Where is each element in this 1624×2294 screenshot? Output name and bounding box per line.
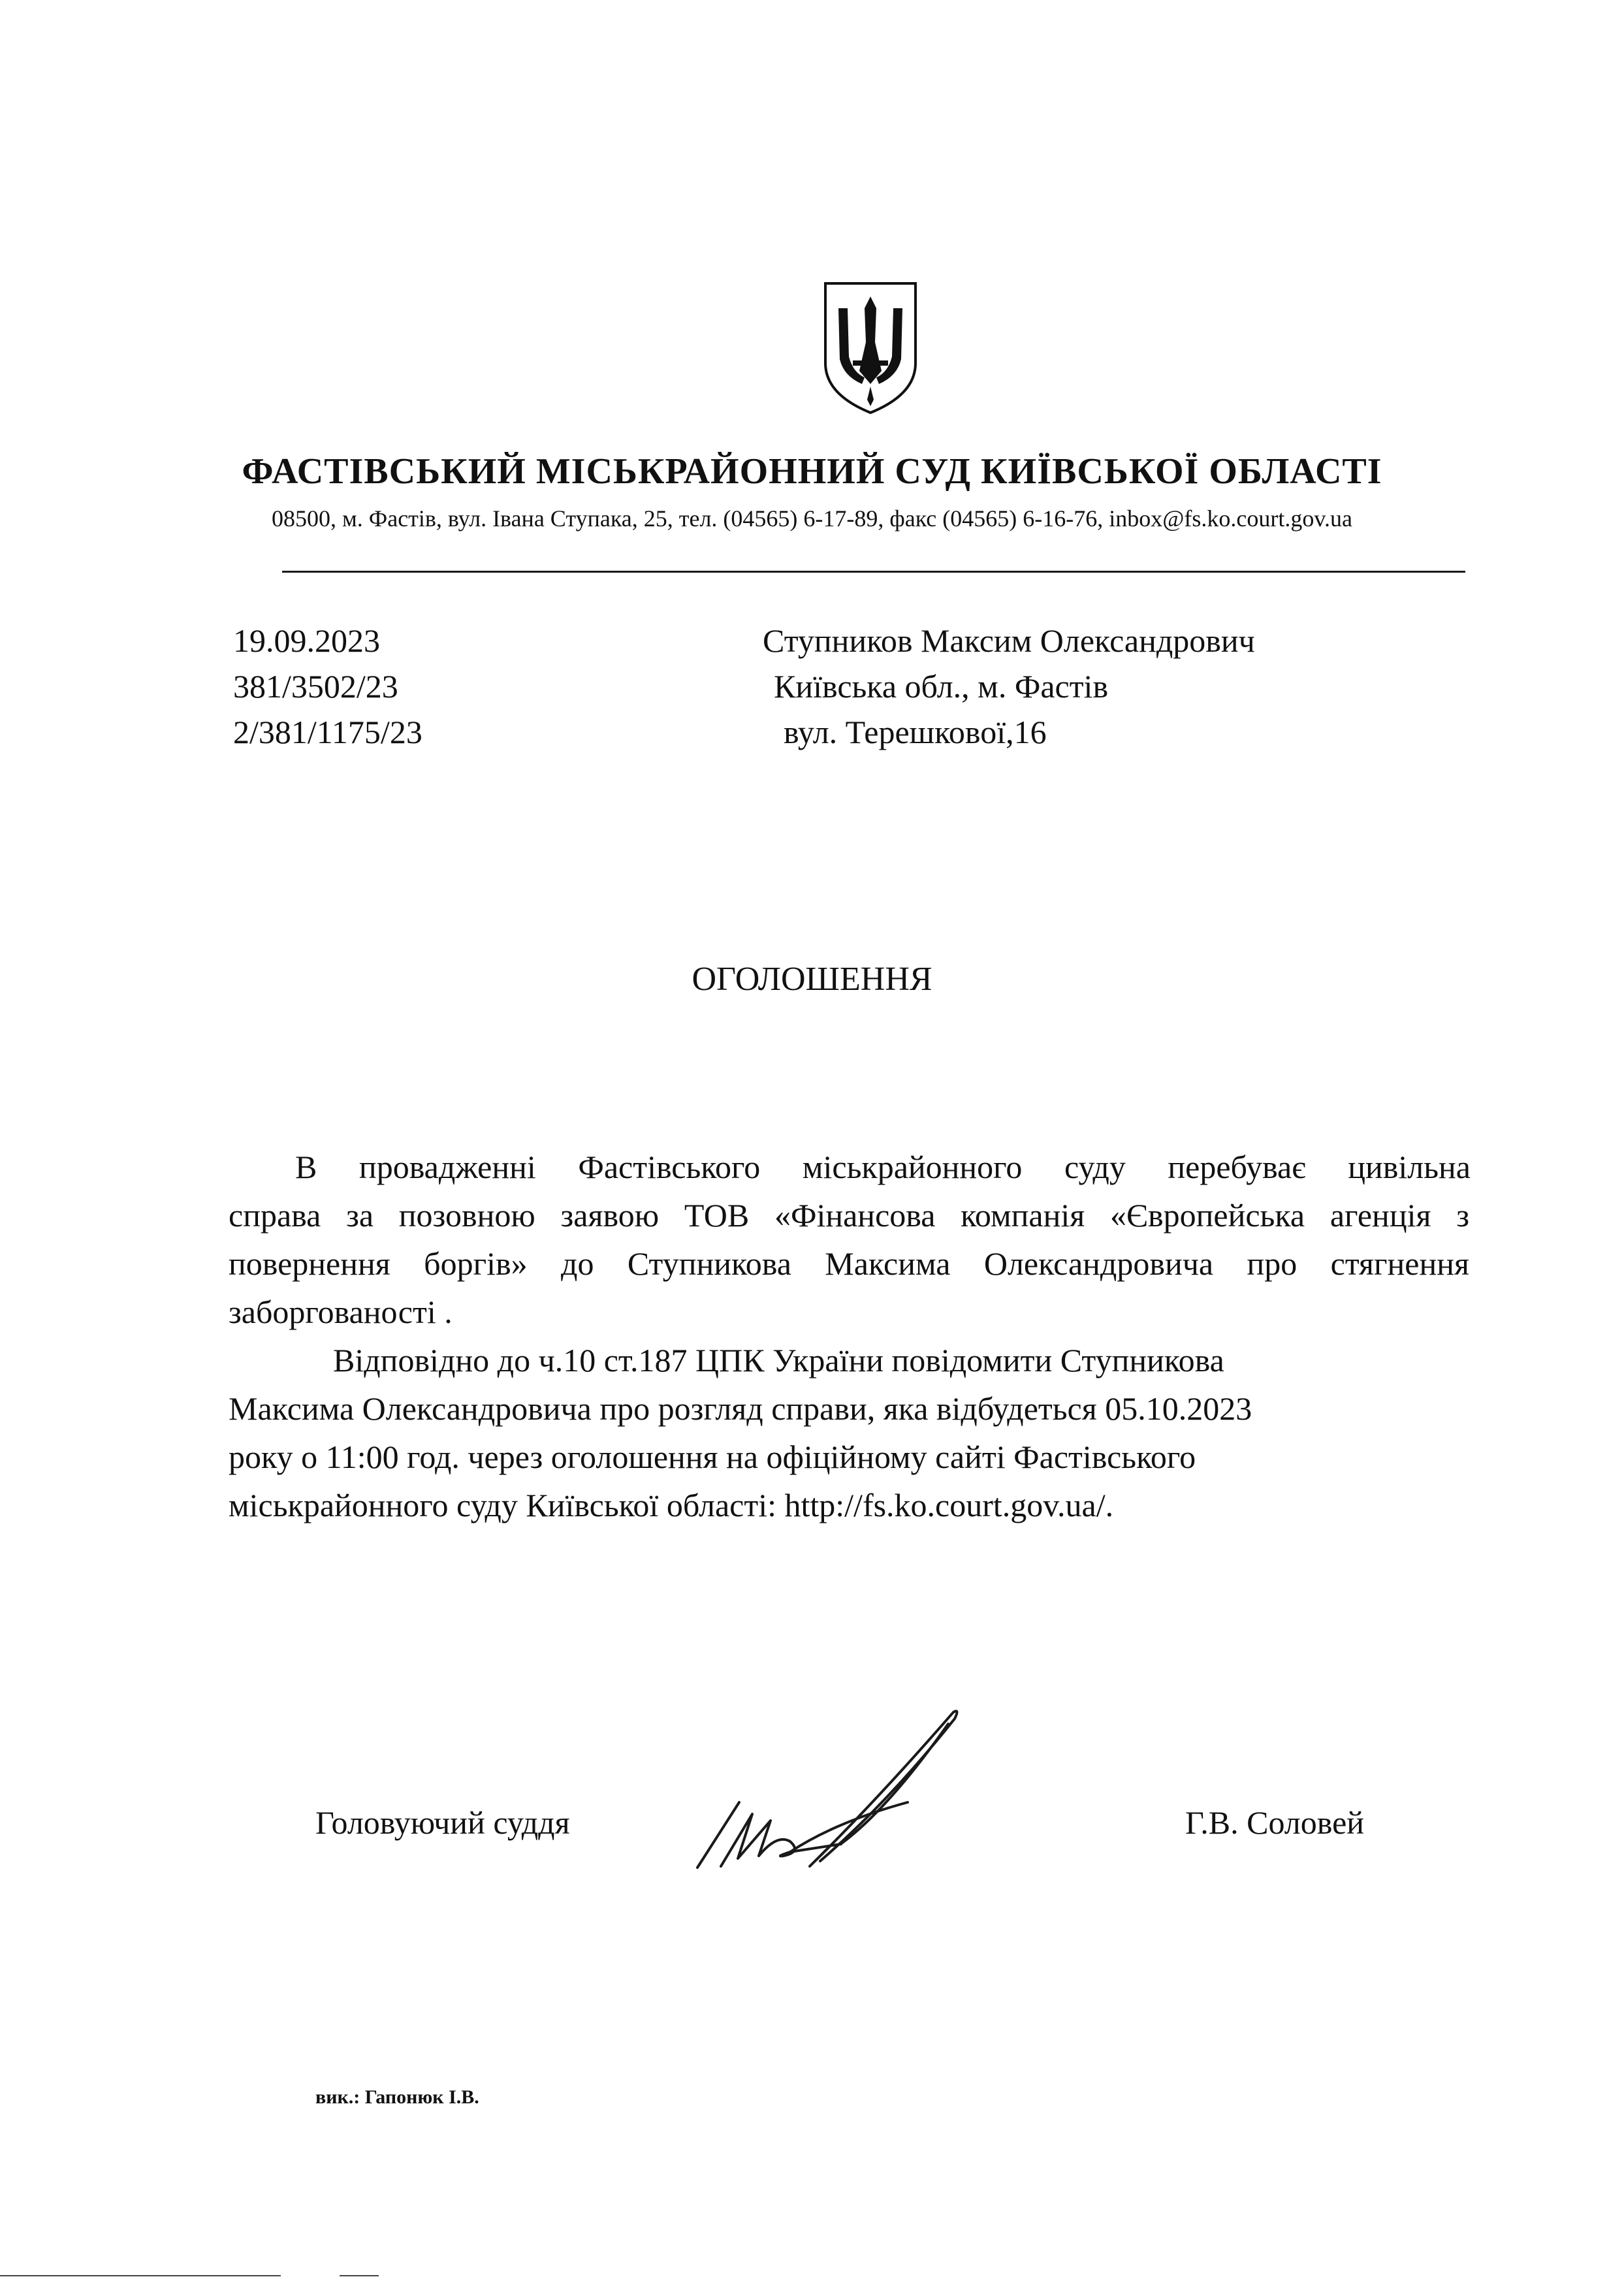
body-paragraph-2-line: міськрайонного суду Київської області: http://fs.ko.court.gov.ua/.	[229, 1487, 1114, 1523]
body-paragraph-1-line: заборгованості .	[229, 1294, 453, 1330]
footer-line	[0, 2275, 281, 2276]
body-paragraph-2-line: Відповідно до ч.10 ст.187 ЦПК України повідомити Ступникова	[333, 1342, 1224, 1378]
court-name: ФАСТІВСЬКИЙ МІСЬКРАЙОННИЙ СУД КИЇВСЬКОЇ ОБЛАСТІ	[242, 451, 1382, 492]
body-paragraph-1-line: справа за позовною заявою ТОВ «Фінансова компанія «Європейська агенція з	[229, 1197, 1469, 1234]
footer-line	[340, 2275, 379, 2276]
judge-name: Г.В. Соловей	[1185, 1804, 1365, 1841]
case-number: 2/381/1175/23	[233, 714, 422, 750]
handwritten-signature	[692, 1704, 993, 1874]
tryzub-emblem-icon	[821, 279, 919, 417]
recipient-street: вул. Терешкової,16	[784, 714, 1047, 750]
body-paragraph-1-line: повернення боргів» до Ступникова Максима Олександровича про стягнення	[229, 1245, 1469, 1282]
document-date: 19.09.2023	[233, 622, 380, 659]
outgoing-number: 381/3502/23	[233, 668, 398, 705]
recipient-city: Київська обл., м. Фастів	[774, 668, 1109, 705]
body-paragraph-1-line: В провадженні Фастівського міськрайонного суду перебуває цивільна	[295, 1149, 1471, 1185]
recipient-name: Ступников Максим Олександрович	[763, 622, 1255, 659]
presiding-judge-label: Головуючий суддя	[315, 1804, 570, 1841]
announcement-title: ОГОЛОШЕННЯ	[692, 961, 932, 998]
header-divider	[282, 571, 1465, 573]
body-paragraph-2-line: року о 11:00 год. через оголошення на офіційному сайті Фастівського	[229, 1439, 1196, 1475]
court-address: 08500, м. Фастів, вул. Івана Ступака, 25, тел. (04565) 6-17-89, факс (04565) 6-16-76, inbox@fs.ko.court.gov.ua	[272, 505, 1352, 532]
body-paragraph-2-line: Максима Олександровича про розгляд справи, яка відбудеться 05.10.2023	[229, 1390, 1252, 1427]
executor-note: вик.: Гапонюк І.В.	[315, 2086, 479, 2108]
